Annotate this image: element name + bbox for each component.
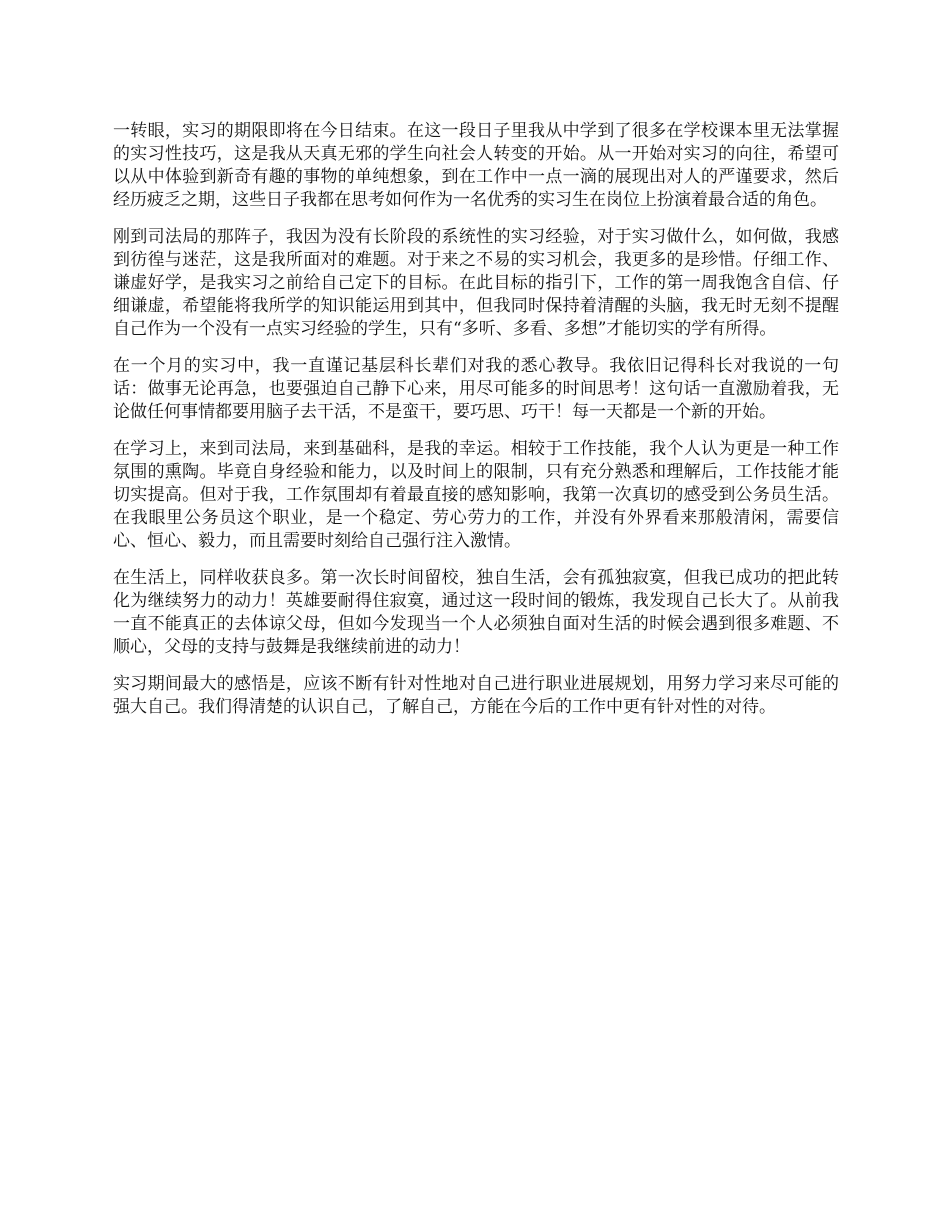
paragraph-3: 在一个月的实习中，我一直谨记基层科长辈们对我的悉心教导。我依旧记得科长对我说的一句话：做事无论再急，也要强迫自己静下心来，用尽可能多的时间思考！这句话一直激励着我，无论做任何事情都要用脑子去干活，不是蛮干，要巧思、巧干！每一天都是一个新的开始。 [113,356,839,422]
paragraph-4: 在学习上，来到司法局，来到基础科，是我的幸运。相较于工作技能，我个人认为更是一种工作氛围的熏陶。毕竟自身经验和能力，以及时间上的限制，只有充分熟悉和理解后，工作技能才能切实提高。但对于我，工作氛围却有着最直接的感知影响，我第一次真切的感受到公务员生活。在我眼里公务员这个职业，是一个稳定、劳心劳力的工作，并没有外界看来那般清闲，需要信心、恒心、毅力，而且需要时刻给自己强行注入激情。 [113,439,839,551]
paragraph-2: 刚到司法局的那阵子，我因为没有长阶段的系统性的实习经验，对于实习做什么，如何做，我感到彷徨与迷茫，这是我所面对的难题。对于来之不易的实习机会，我更多的是珍惜。仔细工作、谦虚好学，是我实习之前给自己定下的目标。在此目标的指引下，工作的第一周我饱含自信、仔细谦虚，希望能将我所学的知识能运用到其中，但我同时保持着清醒的头脑，我无时无刻不提醒自己作为一个没有一点实习经验的学生，只有“多听、多看、多想”才能切实的学有所得。 [113,227,839,339]
paragraph-5: 在生活上，同样收获良多。第一次长时间留校，独自生活，会有孤独寂寞，但我已成功的把此转化为继续努力的动力！英雄要耐得住寂寞，通过这一段时间的锻炼，我发现自己长大了。从前我一直不能真正的去体谅父母，但如今发现当一个人必须独自面对生活的时候会遇到很多难题、不顺心，父母的支持与鼓舞是我继续前进的动力！ [113,568,839,657]
document-body [113,120,839,733]
paragraph-6: 实习期间最大的感悟是，应该不断有针对性地对自己进行职业进展规划，用努力学习来尽可能的强大自己。我们得清楚的认识自己，了解自己，方能在今后的工作中更有针对性的对待。 [113,674,839,717]
paragraph-1: 一转眼，实习的期限即将在今日结束。在这一段日子里我从中学到了很多在学校课本里无法掌握的实习性技巧，这是我从天真无邪的学生向社会人转变的开始。从一开始对实习的向往，希望可以从中体验到新奇有趣的事物的单纯想象，到在工作中一点一滴的展现出对人的严谨要求，然后经历疲乏之期，这些日子我都在思考如何作为一名优秀的实习生在岗位上扮演着最合适的角色。 [113,121,839,210]
